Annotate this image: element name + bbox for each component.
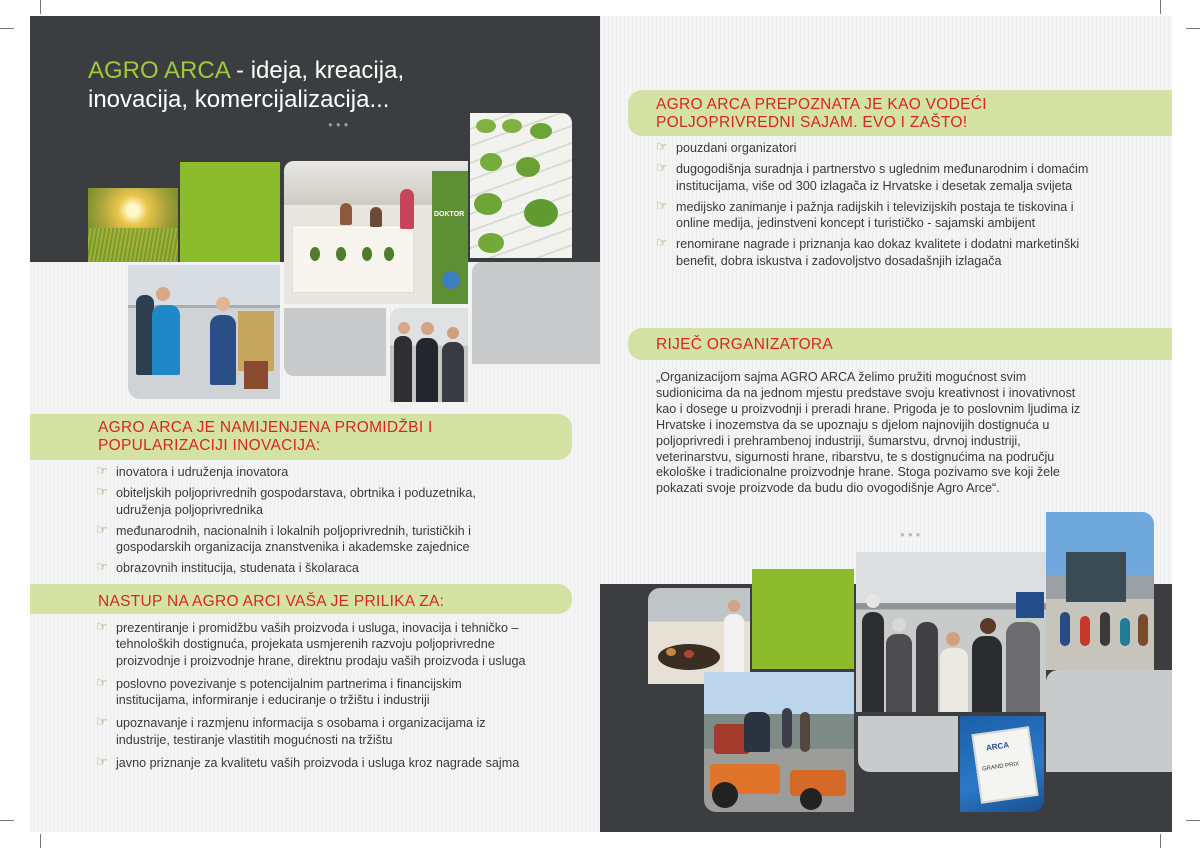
pointing-hand-icon: ☞ bbox=[96, 619, 108, 634]
crop-mark bbox=[0, 820, 14, 821]
photo-outdoor-exhibition bbox=[1046, 512, 1154, 670]
grey-tile bbox=[858, 716, 958, 772]
decorative-dots: ●●● bbox=[328, 120, 352, 129]
list-item: ☞ obrazovnih institucija, studenata i školaraca bbox=[96, 559, 359, 576]
list-item: ☞ pouzdani organizatori bbox=[656, 139, 797, 155]
pointing-hand-icon: ☞ bbox=[96, 714, 108, 730]
grey-tile bbox=[1046, 670, 1172, 772]
organizer-quote: „Organizacijom sajma AGRO ARCA želimo pružiti mogućnost svim sudionicima da na jednom mjestu predstave svoju kreativnost i inovativnost kao i dosege u proizvodnji i preradi hrane. Prigoda je to poslovnim ljudima iz Hrvatske i inozemstva da se upoznaju s djelom najnovijih dostignuća u poljoprivredi i prehrambenoj industriji, šumarstvu, drvnoj industriji, veterinarstvu, sigurnosti hrane, ribarstvu, te s dostignućima na području ekološke i tradicionalne proizvodnje hrane. Stoga pozivamo sve koji žele pokazati svoje proizvode da budu dio ovogodišnje Agro Arce“. bbox=[656, 370, 1081, 496]
title-rest-1: - ideja, kreacija, bbox=[229, 57, 405, 84]
section-heading-opportunity: NASTUP NA AGRO ARCI VAŠA JE PRILIKA ZA: bbox=[98, 593, 445, 610]
opportunity-list bbox=[96, 620, 536, 776]
pointing-hand-icon: ☞ bbox=[96, 484, 108, 500]
grey-tile bbox=[284, 308, 386, 376]
photo-machinery bbox=[704, 672, 854, 812]
list-item: ☞ međunarodnih, nacionalnih i lokalnih poljoprivrednih, turističkih i gospodarskih organizacija znanstvenika i akademske zajednice bbox=[96, 521, 471, 555]
section-heading-target bbox=[98, 419, 433, 455]
list-item: ☞ poslovno povezivanje s potencijalnim partnerima i financijskim institucijama, informiranje i educiranje o tržištu i industriji bbox=[96, 674, 462, 708]
crop-mark bbox=[1160, 0, 1161, 14]
photo-sunset-field bbox=[88, 188, 178, 262]
crop-mark bbox=[1160, 834, 1161, 848]
page-title bbox=[88, 56, 508, 114]
photo-officials bbox=[390, 308, 468, 402]
booth-sign: DOKTOR bbox=[434, 211, 465, 218]
pointing-hand-icon: ☞ bbox=[96, 463, 108, 478]
title-rest-2: inovacija, komercijalizacija... bbox=[88, 86, 390, 113]
grey-tile bbox=[472, 262, 600, 364]
crop-mark bbox=[1186, 28, 1200, 29]
photo-food-stand bbox=[648, 588, 750, 684]
right-page bbox=[600, 16, 1172, 832]
section-heading-why bbox=[656, 96, 987, 132]
award-text: GRAND PRIX bbox=[981, 761, 1020, 773]
photo-crowd-hall bbox=[856, 552, 1046, 712]
heading-line: AGRO ARCA PREPOZNATA JE KAO VODEĆI bbox=[656, 96, 987, 113]
list-item: ☞ obiteljskih poljoprivrednih gospodarstava, obrtnika i poduzetnika, udruženja poljoprivrednika bbox=[96, 484, 476, 517]
list-item: ☞ prezentiranje i promidžbu vaših proizvoda i usluga, inovacija i tehničko – tehnoloških dostignuća, projekata usmjerenih razvoju poljoprivredne proizvodnje i proizvodnje hrane, direktnu prodaju vaših proizvoda i usluga bbox=[96, 619, 526, 668]
decorative-dots: ●●● bbox=[900, 530, 924, 539]
pointing-hand-icon: ☞ bbox=[96, 521, 108, 537]
heading-line: AGRO ARCA JE NAMIJENJENA PROMIDŽBI I bbox=[98, 419, 433, 436]
pointing-hand-icon: ☞ bbox=[96, 559, 108, 575]
section-heading-organizer: RIJEČ ORGANIZATORA bbox=[656, 336, 834, 353]
list-item: ☞ javno priznanje za kvalitetu vaših proizvoda i usluga kroz nagrade sajma bbox=[96, 754, 520, 771]
green-tile bbox=[752, 569, 854, 669]
why-list bbox=[656, 140, 1096, 274]
list-item: ☞ dugogodišnja suradnja i partnerstvo s uglednim međunarodnim i domaćim institucijama, više od 300 izlagača iz Hrvatske i desetak zemalja svijeta bbox=[656, 160, 1089, 193]
crop-mark bbox=[0, 28, 14, 29]
title-brand: AGRO ARCA bbox=[88, 57, 230, 84]
crop-mark bbox=[40, 834, 41, 848]
list-item: ☞ inovatora i udruženja inovatora bbox=[96, 463, 289, 479]
heading-line: POLJOPRIVREDNI SAJAM. EVO I ZAŠTO! bbox=[656, 114, 968, 131]
photo-hydroponic-lettuce bbox=[470, 113, 572, 258]
award-logo: ARCA bbox=[985, 740, 1010, 753]
crop-mark bbox=[1186, 820, 1200, 821]
list-item: ☞ renomirane nagrade i priznanja kao dokaz kvalitete i dodatni marketinški benefit, dobra iskustva i zadovoljstvo dosadašnjih izlagača bbox=[656, 235, 1080, 268]
photo-fair-stand-main bbox=[284, 161, 468, 304]
list-item: ☞ upoznavanje i razmjenu informacija s osobama i organizacijama iz industrije, testiranje vlastitih mogućnosti na tržištu bbox=[96, 714, 486, 747]
photo-visitors-booth bbox=[128, 265, 280, 399]
pointing-hand-icon: ☞ bbox=[96, 754, 108, 770]
target-list bbox=[96, 464, 526, 582]
pointing-hand-icon: ☞ bbox=[656, 139, 668, 154]
heading-line: POPULARIZACIJI INOVACIJA: bbox=[98, 437, 321, 454]
pointing-hand-icon: ☞ bbox=[656, 197, 668, 213]
green-tile bbox=[180, 162, 280, 262]
pointing-hand-icon: ☞ bbox=[656, 160, 668, 176]
list-item: ☞ medijsko zanimanje i pažnja radijskih i televizijskih postaja te tiskovina i online medija, jedinstveni koncept i turističko - sajamski ambijent bbox=[656, 197, 1074, 231]
photo-award-plaque bbox=[960, 716, 1044, 812]
pointing-hand-icon: ☞ bbox=[96, 674, 108, 690]
crop-mark bbox=[40, 0, 41, 14]
pointing-hand-icon: ☞ bbox=[656, 235, 668, 251]
left-page bbox=[30, 16, 600, 832]
